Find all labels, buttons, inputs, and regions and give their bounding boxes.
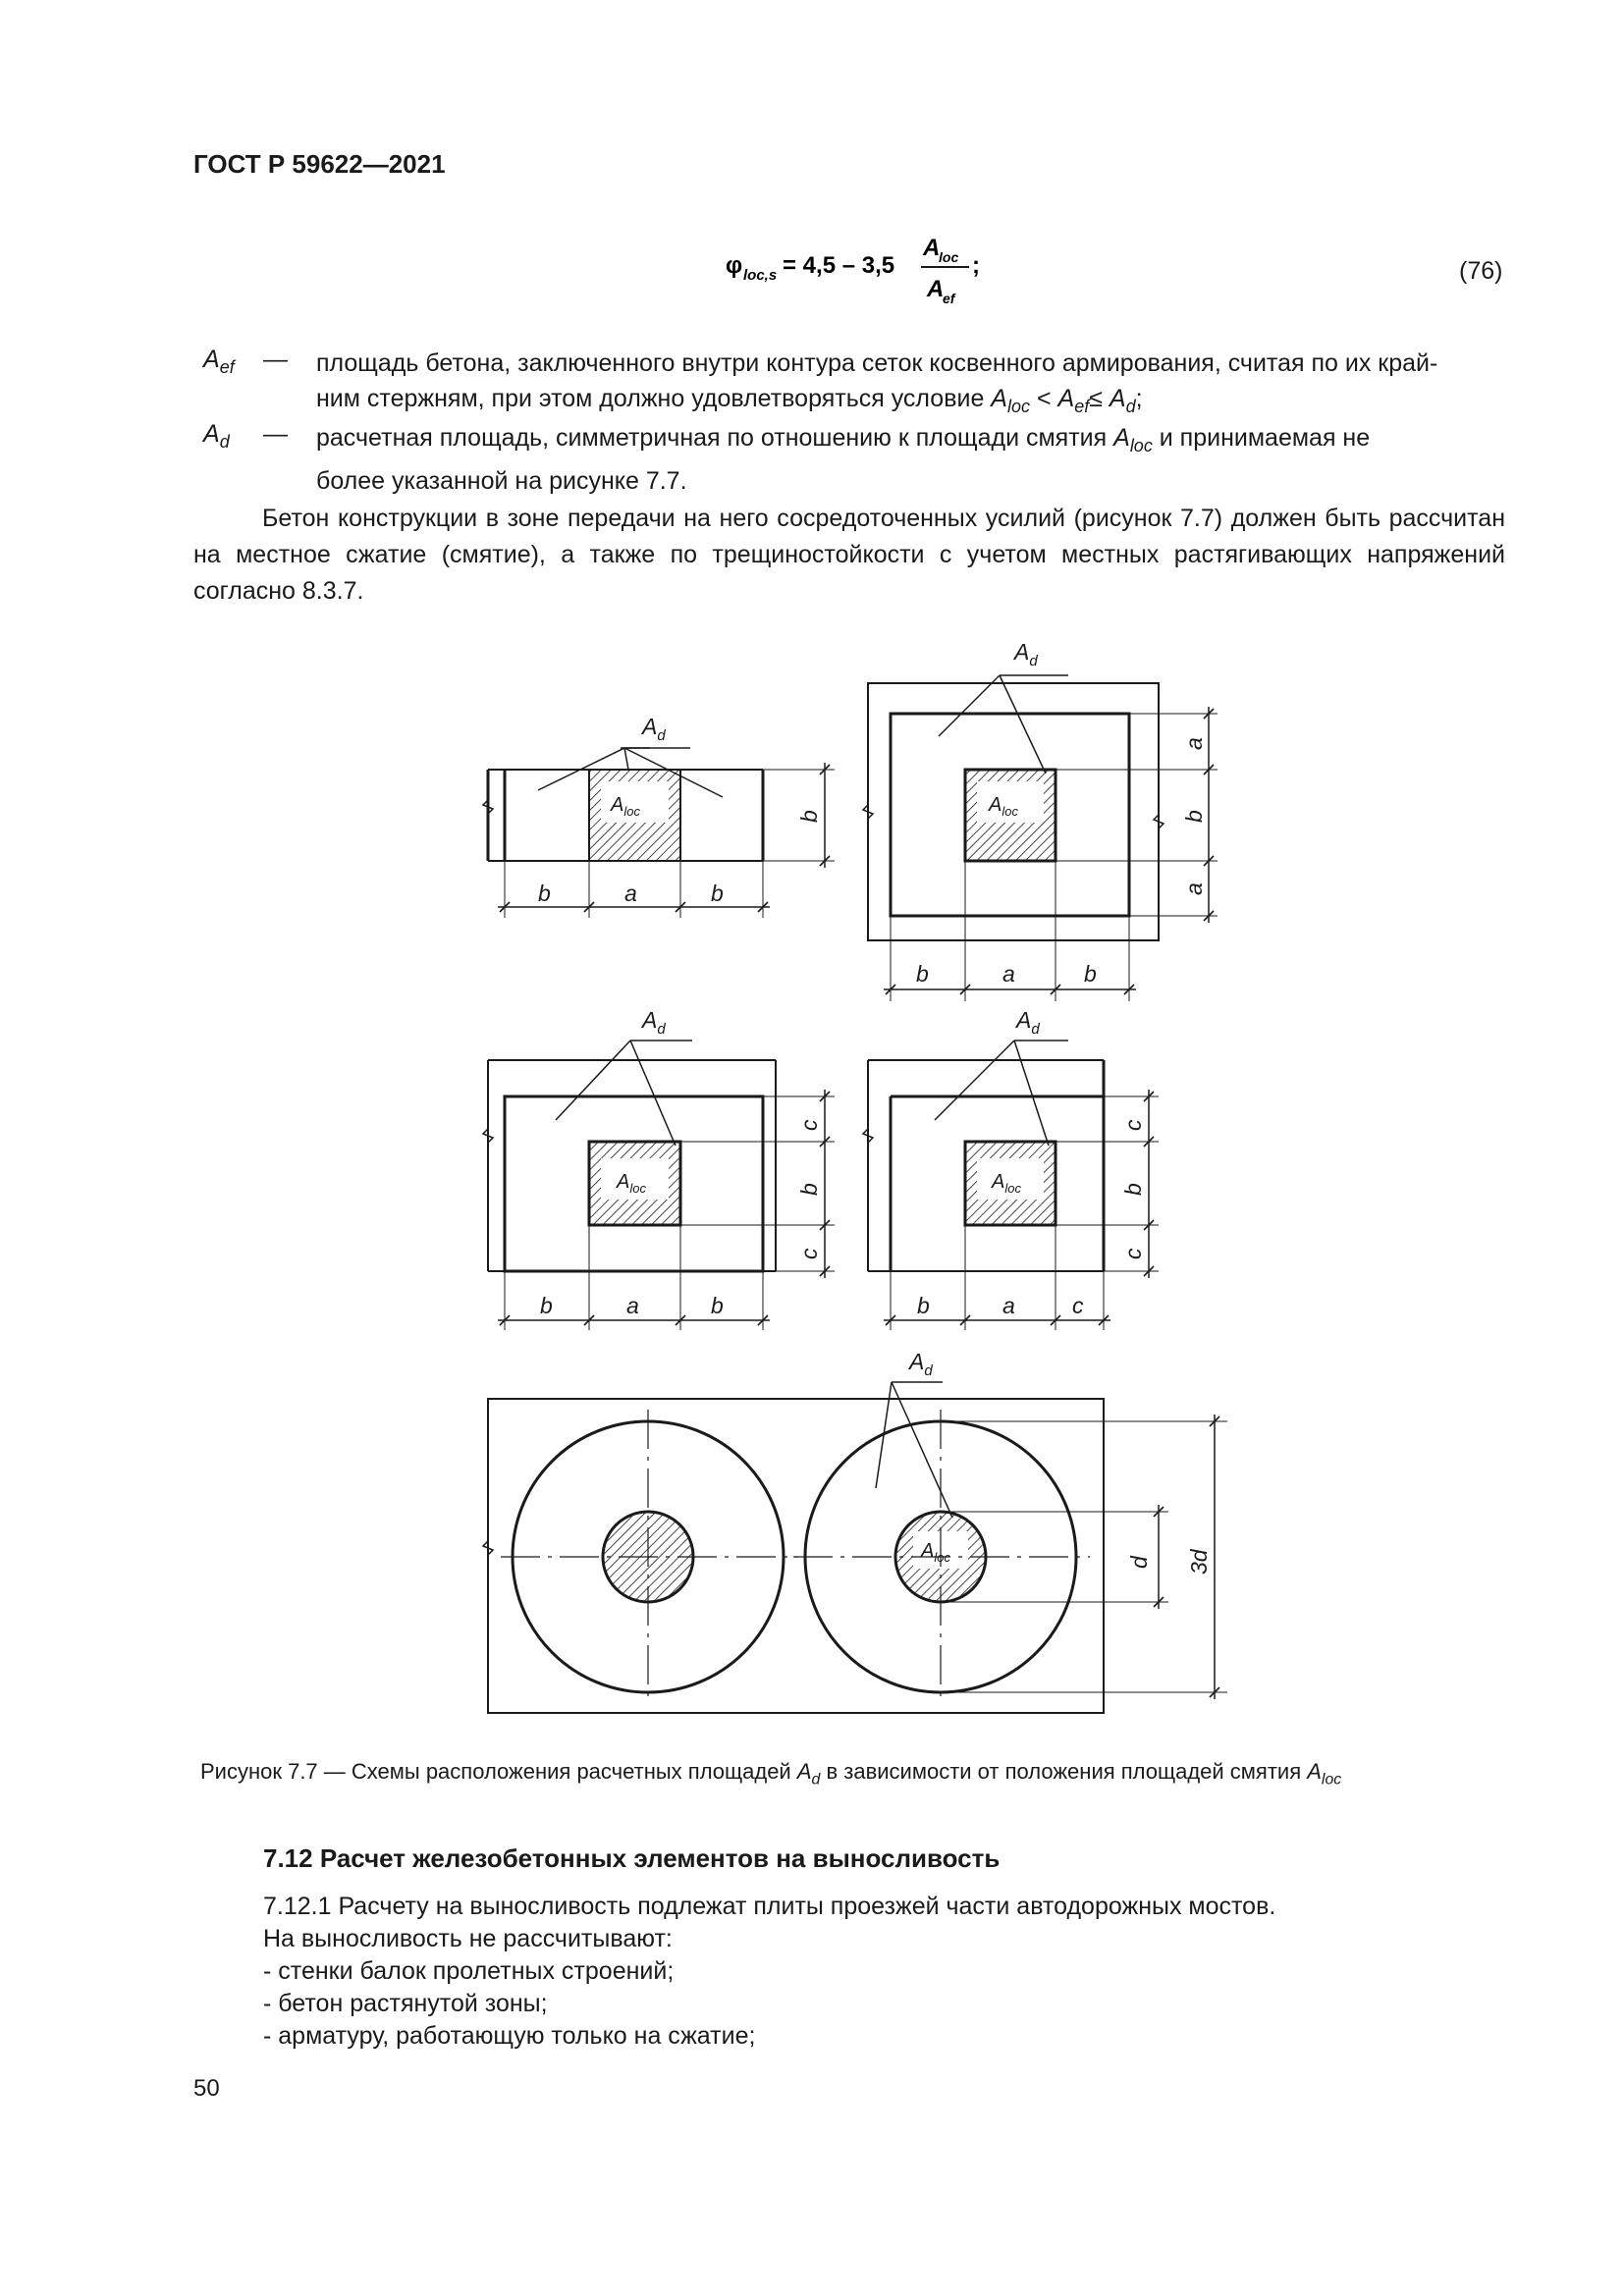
- label-aloc: $A_{loc}$: [992, 1171, 1021, 1196]
- label-ad: $A_d$: [642, 714, 666, 744]
- dim-a: a: [1002, 1293, 1015, 1318]
- dim-b: b: [538, 881, 551, 906]
- label-ad: $A_d$: [909, 1349, 933, 1379]
- dim-b: b: [711, 1293, 724, 1318]
- label-ad: $A_d$: [1014, 639, 1038, 669]
- dim-b: b: [711, 881, 724, 906]
- formula-den: A: [927, 276, 945, 302]
- body-line: На выносливость не рассчитывают:: [263, 1925, 673, 1952]
- dim-c: c: [1120, 1119, 1146, 1131]
- def-dash: —: [263, 346, 288, 373]
- formula-den-sub: ef: [943, 291, 955, 306]
- dim-b: b: [540, 1293, 553, 1318]
- dim-b: b: [1084, 961, 1097, 987]
- diagram-1: [483, 748, 835, 918]
- dim-c: c: [1120, 1248, 1146, 1259]
- body-line: - стенки балок пролетных строений;: [263, 1957, 675, 1985]
- dim-b: b: [917, 1293, 930, 1318]
- label-aloc: $A_{loc}$: [921, 1540, 950, 1565]
- dim-a: a: [626, 1293, 639, 1318]
- formula-num: A: [923, 235, 941, 261]
- label-aloc: $A_{loc}$: [989, 794, 1018, 819]
- label-ad: $A_d$: [642, 1007, 666, 1038]
- formula-tail: ;: [972, 252, 980, 279]
- page-number: 50: [193, 2075, 220, 2102]
- formula-phi: φ: [726, 252, 743, 279]
- dim-c: c: [796, 1248, 822, 1259]
- body-line: - бетон растянутой зоны;: [263, 1990, 548, 2017]
- dim-b: b: [1181, 810, 1207, 823]
- body-line: - арматуру, работающую только на сжатие;: [263, 2022, 756, 2050]
- dim-b: b: [1120, 1183, 1146, 1196]
- document-header: ГОСТ Р 59622—2021: [193, 149, 446, 179]
- diagram-3: [483, 1041, 835, 1330]
- label-aloc: $A_{loc}$: [611, 794, 640, 819]
- dim-a: a: [1181, 737, 1207, 750]
- body-line: 7.12.1 Расчету на выносливость подлежат плиты проезжей части автодорожных мостов.: [263, 1893, 1276, 1920]
- dim-b: b: [796, 1183, 822, 1196]
- figure-caption: Рисунок 7.7 — Схемы расположения расчетных площадей $A_d$ в зависимости от положения площадей смятия $A_{loc}$: [200, 1759, 1342, 1789]
- body-paragraph: Бетон конструкции в зоне передачи на него сосредоточенных усилий (рисунок 7.7) должен быть рассчитан на местное сжатие (смятие), а также по трещиностойкости с учетом местных растягивающих напряжений согласно 8.3.7.: [193, 505, 1505, 605]
- diagram-2: [863, 675, 1218, 1001]
- formula-rhs: = 4,5 – 3,5: [783, 252, 895, 279]
- label-aloc: $A_{loc}$: [617, 1171, 646, 1196]
- dim-c: c: [1072, 1293, 1084, 1318]
- section-title: 7.12 Расчет железобетонных элементов на выносливость: [263, 1843, 1001, 1873]
- dim-b: b: [916, 961, 929, 987]
- dim-b: b: [796, 810, 822, 823]
- dim-a: a: [1002, 961, 1015, 987]
- dim-3d: 3d: [1186, 1549, 1212, 1575]
- dim-c: c: [796, 1119, 822, 1131]
- def-text-aef: площадь бетона, заключенного внутри контура сеток косвенного армирования, считая по их край- ним стержням, при этом должно удовлетворяться условие $A_{loc} < A_{ef}\le A_d$;: [316, 349, 1438, 416]
- def-dash: —: [263, 420, 288, 448]
- def-symbol-aef: $A_{ef}$: [203, 346, 235, 377]
- def-text-ad: расчетная площадь, симметричная по отношению к площади смятия $A_{loc}$ и принимаемая не более указанной на рисунке 7.7.: [316, 424, 1371, 495]
- label-ad: $A_d$: [1016, 1007, 1040, 1038]
- dim-d: d: [1126, 1556, 1152, 1569]
- formula-phi-sub: loc,s: [743, 267, 778, 284]
- diagram-5: [483, 1382, 1227, 1713]
- dim-a: a: [624, 881, 637, 906]
- dim-a: a: [1181, 882, 1207, 895]
- equation-number: (76): [1459, 257, 1503, 285]
- formula-num-sub: loc: [939, 249, 959, 265]
- def-symbol-ad: $A_d$: [203, 420, 230, 452]
